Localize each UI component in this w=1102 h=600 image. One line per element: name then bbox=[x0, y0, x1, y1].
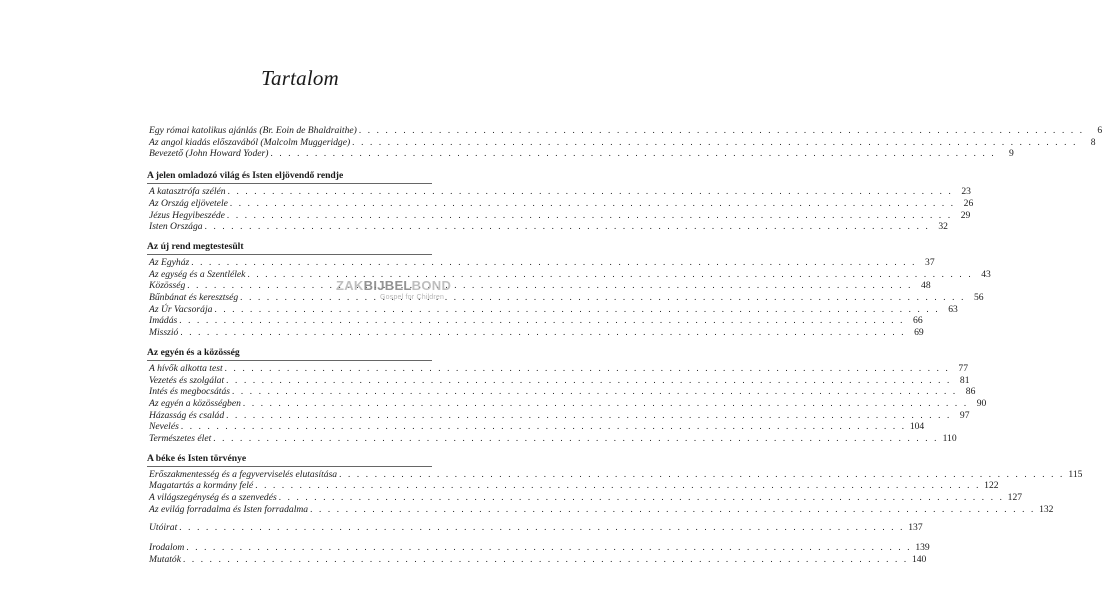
toc-afterword bbox=[147, 521, 923, 534]
leader-dots bbox=[191, 257, 916, 269]
toc-entry-label: Utóirat bbox=[149, 521, 178, 533]
toc-entry bbox=[149, 136, 1096, 149]
toc-entry-label: Magatartás a kormány felé bbox=[149, 480, 254, 492]
toc-entry-page: 132 bbox=[1039, 503, 1054, 515]
toc-entry-label: Az Egyház bbox=[149, 256, 190, 268]
toc-entry-label: Erőszakmentesség és a fegyverviselés elutasítása bbox=[149, 468, 338, 480]
toc-entry-page: 29 bbox=[960, 209, 971, 221]
toc-entry-page: 90 bbox=[976, 397, 987, 409]
section-heading: A jelen omladozó világ és Isten eljövendő rendje bbox=[147, 170, 344, 182]
toc-entry bbox=[149, 374, 970, 387]
toc-entry bbox=[149, 315, 923, 327]
toc-entry-label: Irodalom bbox=[149, 542, 185, 554]
toc-entry-page: 26 bbox=[963, 197, 974, 209]
watermark-subtitle: Gospel for Children bbox=[380, 294, 445, 301]
toc-entry bbox=[149, 433, 957, 445]
toc-entry-label: Az egység és a Szentlélek bbox=[149, 268, 246, 280]
toc-entry-page: 56 bbox=[973, 292, 984, 304]
watermark-brand bbox=[336, 280, 451, 292]
toc-entry-page: 97 bbox=[959, 409, 970, 421]
toc-entry-page: 9 bbox=[1009, 148, 1014, 160]
toc-entry-page: 110 bbox=[942, 433, 957, 445]
toc-entry-page: 139 bbox=[915, 542, 930, 554]
toc-entry-label: Az angol kiadás előszavából (Malcolm Muggeridge) bbox=[149, 136, 351, 148]
leader-dots bbox=[228, 186, 953, 198]
leader-dots bbox=[226, 410, 951, 422]
leader-dots bbox=[359, 125, 1084, 137]
toc-entry bbox=[149, 409, 970, 422]
toc-entry-label: Intés és megbocsátás bbox=[149, 386, 230, 398]
leader-dots bbox=[179, 522, 904, 534]
toc-intro bbox=[147, 125, 1102, 160]
toc-entry-label: Természetes élet bbox=[149, 433, 212, 445]
leader-dots bbox=[205, 221, 930, 233]
leader-dots bbox=[270, 148, 995, 160]
toc-entry-page: 8 bbox=[1090, 136, 1096, 148]
toc-entry-page: 137 bbox=[908, 521, 923, 533]
leader-dots bbox=[226, 375, 951, 387]
leader-dots bbox=[225, 363, 950, 375]
toc-entry-page: 69 bbox=[914, 327, 924, 339]
toc-entry-page: 81 bbox=[959, 374, 970, 386]
toc-entry-label: Az Ország eljövetele bbox=[149, 197, 228, 209]
toc-entry-label: Egy római katolikus ajánlás (Br. Eoin de Bhaldraithe) bbox=[149, 125, 357, 136]
toc-entry bbox=[149, 397, 987, 410]
leader-dots bbox=[181, 421, 906, 433]
toc-entry bbox=[149, 386, 976, 398]
toc-entry-page: 66 bbox=[913, 315, 923, 327]
leader-dots bbox=[187, 280, 912, 292]
section-heading: Az új rend megtestesült bbox=[147, 240, 244, 252]
leader-dots bbox=[180, 327, 905, 339]
leader-dots bbox=[214, 304, 939, 316]
leader-dots bbox=[243, 398, 968, 410]
watermark-brand-end: BOND bbox=[411, 278, 452, 293]
toc-entry-page: 48 bbox=[921, 280, 931, 292]
leader-dots bbox=[352, 137, 1077, 149]
toc-entry-page: 32 bbox=[938, 221, 948, 233]
toc-entry-label: Az evilág forradalma és Isten forradalma bbox=[149, 503, 309, 515]
leader-dots bbox=[279, 492, 1004, 504]
toc-entry bbox=[149, 209, 971, 222]
toc-entry-label: Vezetés és szolgálat bbox=[149, 374, 225, 386]
watermark bbox=[336, 280, 451, 304]
toc-entry-label: Közösség bbox=[149, 280, 186, 292]
toc-section bbox=[147, 346, 987, 445]
leader-dots bbox=[183, 554, 908, 566]
toc-section bbox=[147, 452, 1083, 516]
toc-entry-page: 77 bbox=[958, 362, 968, 374]
toc-entry-label: Az Úr Vacsorája bbox=[149, 303, 213, 315]
section-heading: A béke és Isten törvénye bbox=[147, 452, 247, 464]
toc-entry bbox=[149, 186, 971, 198]
leader-dots bbox=[186, 542, 911, 554]
leader-dots bbox=[255, 480, 980, 492]
toc-entry-page: 140 bbox=[911, 553, 927, 565]
toc-entry-label: A világszegénység és a szenvedés bbox=[149, 492, 277, 504]
toc-entry bbox=[149, 421, 925, 433]
toc-entry bbox=[149, 327, 924, 339]
toc-entry bbox=[149, 480, 999, 492]
toc-entry bbox=[149, 197, 974, 210]
watermark-brand-light: ZAK bbox=[336, 278, 364, 293]
toc-entry-page: 6 bbox=[1097, 125, 1102, 136]
toc-entry-label: Az egyén a közösségben bbox=[149, 397, 241, 409]
leader-dots bbox=[179, 315, 904, 327]
toc-entry bbox=[149, 492, 1023, 504]
toc-entry bbox=[149, 521, 923, 534]
toc-entry-label: Misszió bbox=[149, 327, 179, 339]
toc-entry-label: Jézus Hegyibeszéde bbox=[149, 209, 225, 221]
toc-entry-label: Imádás bbox=[149, 315, 178, 327]
toc-entry-page: 43 bbox=[981, 268, 991, 280]
toc-entry-page: 37 bbox=[925, 256, 935, 268]
toc-entry bbox=[149, 542, 930, 554]
toc-entry bbox=[149, 256, 935, 269]
toc-entry-page: 127 bbox=[1007, 492, 1023, 504]
toc-entry-page: 23 bbox=[961, 186, 971, 198]
toc-entry-label: Bevezető (John Howard Yoder) bbox=[149, 148, 269, 160]
leader-dots bbox=[230, 198, 955, 210]
toc-entry-page: 63 bbox=[948, 303, 958, 315]
toc-entry bbox=[149, 503, 1054, 516]
toc-entry-label: Nevelés bbox=[149, 421, 179, 433]
leader-dots bbox=[310, 504, 1035, 516]
toc-entry-page: 86 bbox=[965, 386, 976, 398]
toc-entry-page: 104 bbox=[909, 421, 925, 433]
toc-entry-label: Bűnbánat és keresztség bbox=[149, 292, 239, 304]
leader-dots bbox=[232, 386, 957, 398]
toc-entry-label: A hívők alkotta test bbox=[149, 362, 223, 374]
toc-entry bbox=[149, 221, 948, 233]
toc-entry-page: 122 bbox=[984, 480, 999, 492]
leader-dots bbox=[339, 469, 1064, 481]
toc-entry-label: Mutatók bbox=[149, 553, 181, 565]
table-of-contents bbox=[147, 125, 1102, 566]
toc-entry-label: Házasság és család bbox=[149, 409, 225, 421]
toc-entry bbox=[149, 362, 968, 375]
page-title: Tartalom bbox=[261, 66, 339, 90]
leader-dots bbox=[227, 210, 952, 222]
toc-entry bbox=[149, 468, 1083, 481]
toc-entry bbox=[149, 553, 927, 566]
toc-back-matter bbox=[147, 542, 930, 565]
toc-section bbox=[147, 170, 974, 233]
toc-entry-label: Isten Országa bbox=[149, 221, 203, 233]
toc-entry-label: A katasztrófa szélén bbox=[149, 186, 226, 198]
toc-entry bbox=[149, 125, 1102, 137]
toc-entry bbox=[149, 148, 1014, 160]
leader-dots bbox=[213, 433, 938, 445]
watermark-brand-dark: BIJBEL bbox=[363, 278, 412, 293]
toc-entry-page: 115 bbox=[1068, 468, 1083, 480]
toc-entry bbox=[149, 303, 958, 316]
section-heading: Az egyén és a közösség bbox=[147, 346, 240, 358]
